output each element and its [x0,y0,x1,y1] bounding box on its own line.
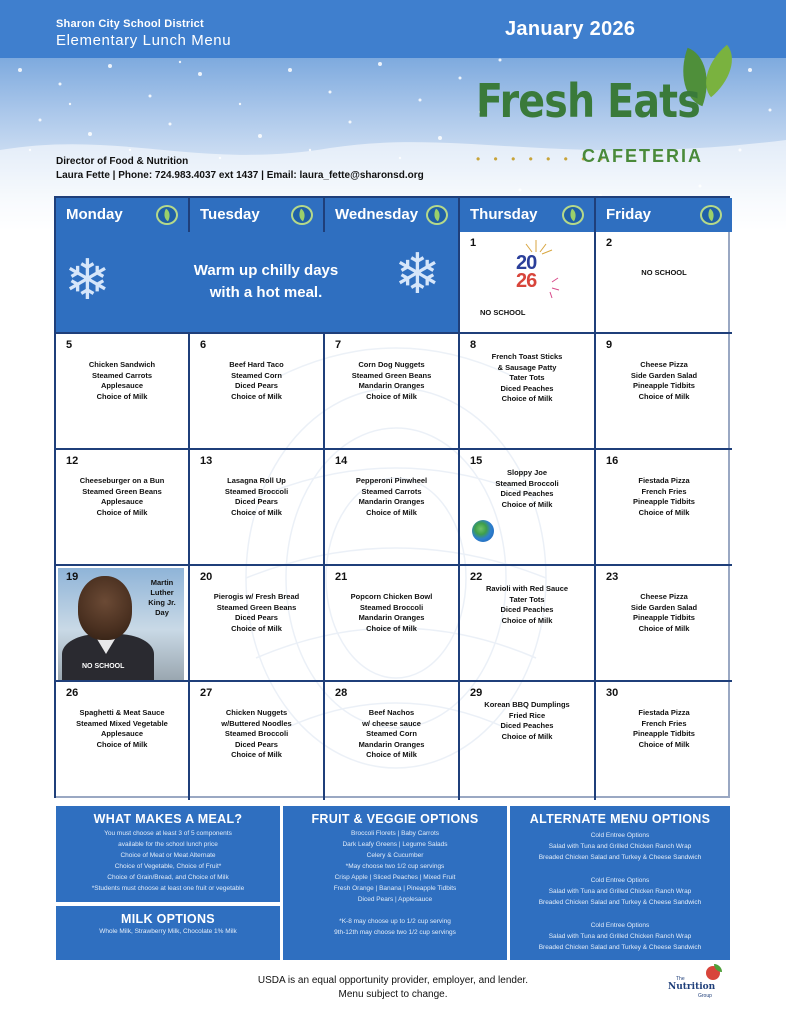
alt-menu-line: Salad with Tuna and Grilled Chicken Ranch Wrap [548,933,692,940]
menu-item: Choice of Milk [96,391,148,401]
menu-item: Mandarin Oranges [358,739,425,749]
alt-menu-line: Cold Entree Options [590,922,650,929]
menu-items [60,476,184,518]
box-title: WHAT MAKES A MEAL? [93,812,243,826]
year-art-bottom: 26 [516,270,537,292]
mlk-portrait [58,568,184,680]
menu-item: Side Garden Salad [630,602,698,612]
menu-item: Mandarin Oranges [358,613,425,622]
box-title: ALTERNATE MENU OPTIONS [529,812,711,826]
meal-rule-line: available for the school lunch price [118,841,218,848]
alt-menu-line: Breaded Chicken Salad and Turkey & Cheese Sandwich [538,854,702,861]
menu-item: Tater Tots [509,594,545,604]
date-number: 15 [470,455,483,467]
alt-menu-line: Salad with Tuna and Grilled Chicken Ranch Wrap [548,843,692,850]
meal-rule-line: Choice of Vegetable, Choice of Fruit* [114,863,222,870]
menu-items [464,584,590,626]
menu-item: Choice of Milk [366,623,417,633]
new-year-art [512,238,560,300]
leaf-icon [562,205,584,225]
menu-item: Choice of Milk [96,507,148,517]
menu-item: French Toast Sticks [491,352,563,361]
menu-item: Chicken Nuggets [225,708,288,717]
calendar-cell-21 [325,566,460,682]
calendar-cell-5 [56,334,190,450]
leaf-icon [426,205,448,225]
portrait-head [78,576,132,640]
calendar-cell-29 [460,682,596,800]
menu-item: w/ cheese sauce [362,718,421,728]
calendar-cell-2 [596,232,732,334]
month-title: January 2026 [505,18,636,40]
menu-item: Sloppy Joe [506,468,547,477]
fresh-eats-logo [472,46,742,176]
menu-item: Cheese Pizza [640,592,688,601]
alt-lines [510,830,730,953]
menu-item: Steamed Carrots [91,370,153,380]
calendar-cell-13 [190,450,325,566]
menu-items [60,708,184,750]
menu-item: Choice of Milk [638,739,690,749]
menu-item: Applesauce [100,729,144,738]
spacer [510,863,730,875]
menu-items [194,708,319,761]
menu-items [329,708,454,761]
meal-rule-line: *Students must choose at least one fruit or vegetable [91,885,245,892]
logo-wordmark: Fresh Eats [476,74,700,128]
menu-items [600,592,728,634]
fruit-veggie-line: *K-8 may choose up to 1/2 cup serving [339,918,451,925]
date-number: 9 [606,339,613,351]
menu-items [600,708,728,750]
day-label: Friday [606,206,652,223]
menu-item: Steamed Broccoli [359,602,424,612]
calendar-cell-27 [190,682,325,800]
mlk-label-line: King Jr. [148,598,176,607]
date-number: 23 [606,571,619,583]
menu-item: Applesauce [100,381,144,390]
calendar-cell-19 [56,566,190,682]
menu-item: Fiestada Pizza [638,476,690,485]
menu-item: Cheeseburger on a Bun [79,476,165,485]
leaf-icon [700,205,722,225]
menu-items [329,592,454,634]
box-title: MILK OPTIONS [121,912,215,926]
menu-item: Side Garden Salad [630,370,698,380]
alt-menu-line: Breaded Chicken Salad and Turkey & Cheese Sandwich [538,899,702,906]
menu-item: Ravioli with Red Sauce [485,584,569,593]
leaf-icon [156,205,178,225]
fruit-veggie-line: Dark Leafy Greens | Legume Salads [342,841,448,848]
logo-dots: • • • • • • • • [476,152,608,166]
menu-item: Diced Pears [235,739,278,749]
menu-item: Fried Rice [508,710,546,720]
day-label: Wednesday [335,206,419,223]
menu-item: Diced Pears [235,381,278,390]
no-school-label: NO SCHOOL [641,268,687,277]
menu-items [194,360,319,402]
calendar-cell-28 [325,682,460,800]
calendar-cell-8 [460,334,596,450]
menu-item: Diced Peaches [500,721,554,730]
day-header-monday [56,198,190,232]
director-contact: Laura Fette | Phone: 724.983.4037 ext 1437 | Email: laura_fette@sharonsd.org [56,170,424,181]
calendar-cell-30 [596,682,732,800]
menu-item: Choice of Milk [96,739,148,749]
nutrition-group-logo [668,962,730,1002]
day-label: Monday [66,206,123,223]
date-number: 6 [200,339,207,351]
menu-item: Steamed Corn [366,729,417,738]
menu-items [600,360,728,402]
mlk-label [140,578,184,618]
menu-item: Steamed Green Beans [216,602,297,612]
menu-item: Diced Pears [235,497,278,506]
calendar-cell-16 [596,450,732,566]
meal-rule-line: Choice of Grain/Bread, and Choice of Milk [107,874,229,881]
meal-rule-line: Choice of Meat or Meat Alternate [120,852,216,859]
menu-items [194,476,319,518]
fruit-lines [283,828,507,938]
alt-menu-line: Cold Entree Options [590,832,650,839]
menu-item: Pepperoni Pinwheel [355,476,428,485]
menu-item: Beef Hard Taco [229,360,284,369]
menu-item: Choice of Milk [501,731,553,741]
day-label: Thursday [470,206,538,223]
menu-item: Choice of Milk [231,750,282,759]
year-art-top: 20 [516,252,537,274]
menu-item: w/Buttered Noodles [221,718,292,728]
banner-line: Warm up chilly days [193,262,339,279]
leaf-icon [291,205,313,225]
fruit-veggie-line [283,905,507,916]
menu-item: Mandarin Oranges [358,381,425,390]
menu-item: Steamed Corn [231,370,282,380]
alternate-menu-box [510,806,730,960]
calendar-cell-26 [56,682,190,800]
calendar-cell-22 [460,566,596,682]
menu-item: Corn Dog Nuggets [358,360,425,369]
calendar-cell-7 [325,334,460,450]
calendar-cell-9 [596,334,732,450]
date-number: 8 [470,339,477,351]
menu-item: & Sausage Patty [497,362,557,372]
calendar-cell-6 [190,334,325,450]
menu-item: Chicken Sandwich [88,360,156,369]
director-title: Director of Food & Nutrition [56,156,189,167]
menu-item: Choice of Milk [231,623,282,633]
menu-items [464,352,590,405]
menu-items [329,476,454,518]
day-header-tuesday [190,198,325,232]
mlk-label-line: Luther [150,588,174,597]
calendar-grid [54,196,730,798]
menu-item: Choice of Milk [638,507,690,517]
mlk-label-line: Martin [150,578,174,587]
fruit-veggie-line: *May choose two 1/2 cup servings [345,863,445,870]
day-header-wednesday [325,198,460,232]
menu-title: Elementary Lunch Menu [56,32,232,49]
menu-item: Applesauce [100,497,144,506]
menu-item: Pineapple Tidbits [633,381,695,390]
snowflake-icon: ❄ [394,242,441,305]
brand-small: The [676,976,685,982]
fruit-veggie-box [283,806,507,960]
menu-item: Choice of Milk [501,615,553,625]
menu-item: Steamed Green Beans [82,486,162,496]
milk-options-text: Whole Milk, Strawberry Milk, Chocolate 1% Milk [99,928,237,935]
day-header-thursday [460,198,596,232]
spacer [510,908,730,920]
alt-menu-line: Breaded Chicken Salad and Turkey & Cheese Sandwich [538,944,702,951]
earth-icon [472,520,494,542]
calendar-cell-15 [460,450,596,566]
date-number: 21 [335,571,348,583]
menu-item: Lasagna Roll Up [227,476,286,485]
date-number: 14 [335,455,348,467]
menu-change-note: Menu subject to change. [338,989,448,1000]
menu-items [600,476,728,518]
menu-item: Steamed Broccoli [224,729,289,738]
menu-items [194,592,319,634]
menu-item: Choice of Milk [366,750,417,759]
menu-item: Beef Nachos [368,708,415,717]
date-number: 12 [66,455,79,467]
meal-lines [56,828,280,894]
menu-item: Diced Pears [235,613,278,622]
date-number: 2 [606,237,613,249]
menu-item: Steamed Green Beans [351,370,432,380]
menu-item: Pineapple Tidbits [633,497,695,506]
date-number: 5 [66,339,73,351]
date-number: 30 [606,687,619,699]
milk-options-box [56,906,280,960]
menu-item: Choice of Milk [501,499,553,509]
menu-item: Pineapple Tidbits [633,613,695,622]
alt-menu-line: Cold Entree Options [590,877,650,884]
snowflake-icon: ❄ [64,248,111,311]
menu-item: French Fries [641,718,687,728]
day-label: Tuesday [200,206,260,223]
calendar-cell-12 [56,450,190,566]
fruit-veggie-line: Crisp Apple | Sliced Peaches | Mixed Fruit [334,874,456,881]
banner-text [146,260,386,304]
menu-item: Pierogis w/ Fresh Bread [213,592,300,601]
date-number: 16 [606,455,619,467]
brand-name: Nutrition [668,982,716,992]
calendar-cell-20 [190,566,325,682]
menu-item: French Fries [641,486,687,496]
warm-up-banner [56,232,460,334]
menu-item: Choice of Milk [231,507,282,517]
no-school-label: NO SCHOOL [480,308,526,317]
menu-item: Spaghetti & Meat Sauce [79,708,165,717]
menu-items [464,468,590,510]
menu-items [60,360,184,402]
day-header-friday [596,198,732,232]
district-name: Sharon City School District [56,18,204,30]
menu-item: Steamed Broccoli [224,486,289,496]
menu-item: Popcorn Chicken Bowl [350,592,433,601]
year-art [516,254,536,290]
menu-item: Choice of Milk [366,507,417,517]
menu-item: Diced Peaches [500,489,554,498]
date-number: 1 [470,237,477,249]
date-number: 27 [200,687,213,699]
date-number: 20 [200,571,213,583]
menu-item: Tater Tots [509,373,545,382]
menu-item: Choice of Milk [501,394,553,403]
menu-item: Steamed Carrots [361,486,422,496]
no-school-label: NO SCHOOL [82,663,125,670]
menu-item: Steamed Broccoli [495,478,559,488]
menu-item: Choice of Milk [638,623,690,633]
menu-item: Steamed Mixed Vegetable [76,718,168,728]
date-number: 19 [66,571,79,583]
meal-rule-line: You must choose at least 3 of 5 components [104,830,232,837]
menu-item: Fiestada Pizza [638,708,690,717]
menu-item: Diced Peaches [500,383,554,393]
box-title: FRUIT & VEGGIE OPTIONS [311,812,479,826]
brand-group: Group [698,993,712,999]
date-number: 29 [470,687,483,699]
menu-item: Choice of Milk [366,391,417,401]
date-number: 26 [66,687,79,699]
menu-items [329,360,454,402]
fruit-veggie-line: Fresh Orange | Banana | Pineapple Tidbits [333,885,457,892]
date-number: 13 [200,455,213,467]
usda-statement: USDA is an equal opportunity provider, employer, and lender. [257,975,529,986]
date-number: 28 [335,687,348,699]
fruit-veggie-line: Broccoli Florets | Baby Carrots [350,830,440,837]
menu-item: Cheese Pizza [640,360,688,369]
fruit-veggie-line: Celery & Cucumber [366,852,424,859]
menu-item: Mandarin Oranges [358,497,425,506]
fruit-veggie-line: Diced Pears | Applesauce [357,896,433,903]
mlk-label-line: Day [155,608,169,617]
alt-menu-line: Salad with Tuna and Grilled Chicken Ranch Wrap [548,888,692,895]
what-makes-a-meal-box [56,806,280,902]
menu-item: Choice of Milk [231,391,282,401]
menu-item: Diced Peaches [500,605,554,614]
menu-item: Choice of Milk [638,391,690,401]
calendar-cell-23 [596,566,732,682]
banner-line: with a hot meal. [209,284,323,301]
menu-item: Pineapple Tidbits [633,729,695,738]
logo-cafeteria: CAFETERIA [582,146,703,166]
calendar-cell-14 [325,450,460,566]
date-number: 7 [335,339,342,351]
fruit-veggie-line: 9th-12th may choose two 1/2 cup servings [334,929,456,936]
menu-item: Korean BBQ Dumplings [484,700,570,709]
date-number: 22 [470,571,483,583]
calendar-cell-1 [460,232,596,334]
menu-items [464,700,590,742]
